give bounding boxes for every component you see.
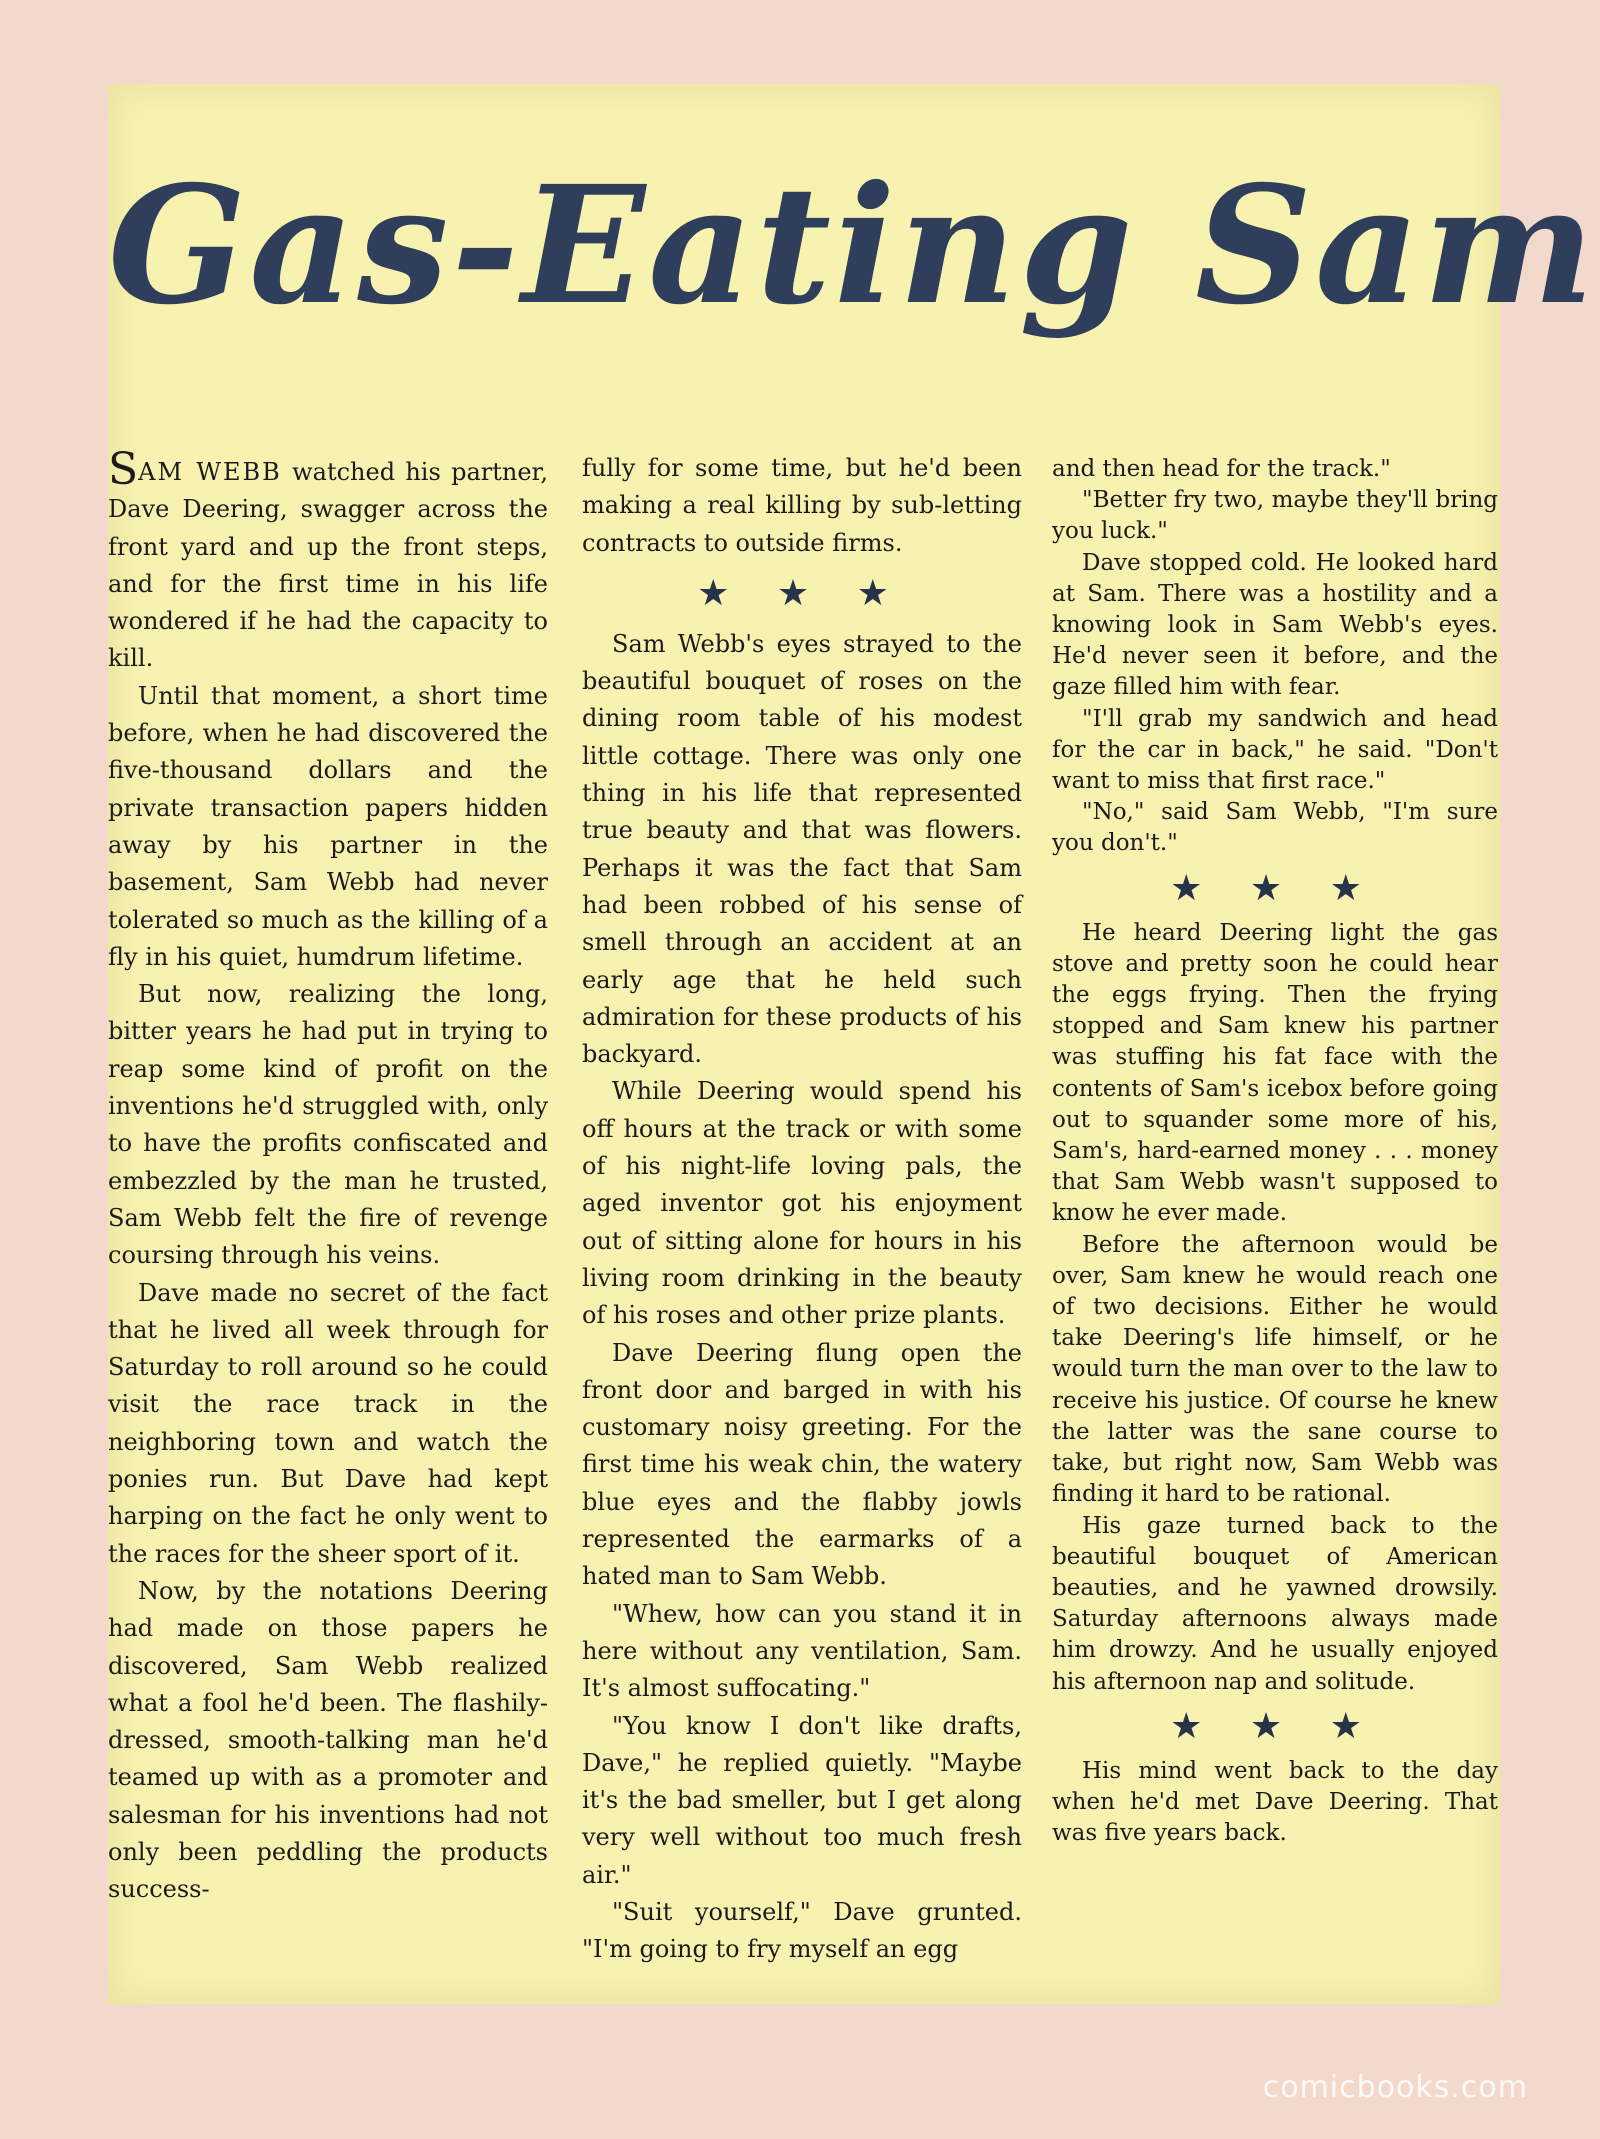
paragraph: But now, realizing the long, bitter years he had put in trying to reap some kind of profit on the inventions he'd struggled with, only to have the profits confiscated and embezzled by the man he trusted, Sam Webb felt the fire of revenge coursing through his veins. (108, 980, 548, 1270)
paragraph: He heard Deering light the gas stove and pretty soon he could hear the eggs frying. Then the frying stopped and Sam knew his partner was stuffing his fat face with the contents of Sam's icebox before going out to squander some more of his, Sam's, hard-earned money . . . money that Sam Webb wasn't supposed to know he ever made. (1052, 919, 1498, 1227)
paragraph: and then head for the track." (1052, 456, 1391, 482)
text-column-1 (108, 444, 548, 1909)
paragraph: fully for some time, but he'd been making a real killing by sub-letting contracts to outside firms. (582, 454, 1022, 557)
paragraph: Sam Webb's eyes strayed to the beautiful bouquet of roses on the dining room table of his modest little cottage. There was only one thing in his life that represented true beauty and that was flowers. Perhaps it was the fact that Sam had been robbed of his sense of smell through an accident at an early age that he held such admiration for these products of his backyard. (582, 629, 1022, 1069)
text-column-2 (582, 450, 1022, 1969)
story-page (108, 84, 1598, 2004)
paragraph: Dave made no secret of the fact that he lived all week through for Saturday to roll around so he could visit the race track in the neighboring town and watch the ponies run. But Dave had kept harping on the fact he only went to the races for the sheer sport of it. (108, 1278, 548, 1568)
story-title: Gas-Eating Sam (108, 151, 1598, 341)
star-divider: ★ ★ ★ (1170, 867, 1380, 909)
paragraph: Dave stopped cold. He looked hard at Sam. There was a hostility and a knowing look in Sam Webb's eyes. He'd never seen it before, and the gaze filled him with fear. (1052, 549, 1498, 701)
paragraph: Now, by the notations Deering had made on those papers he discovered, Sam Webb realized what a fool he'd been. The flashily-dressed, smooth-talking man he'd teamed up with as a promoter and salesman for his inventions had not only been peddling the products success- (108, 1576, 548, 1904)
star-divider: ★ ★ ★ (1170, 1705, 1380, 1747)
paragraph: His mind went back to the day when he'd met Dave Deering. That was five years back. (1052, 1757, 1498, 1847)
paragraph: Until that moment, a short time before, when he had discovered the five-thousand dollars and the private transaction papers hidden away by his partner in the basement, Sam Webb had never tolerated so much as the killing of a fly in his quiet, humdrum lifetime. (108, 681, 548, 971)
text-column-3 (1052, 454, 1498, 1849)
star-divider: ★ ★ ★ (697, 572, 907, 614)
paragraph: His gaze turned back to the beautiful bouquet of American beauties, and he yawned drowsily. Saturday afternoons always made him drowzy. And he usually enjoyed his afternoon nap and solitude. (1052, 1512, 1498, 1695)
drop-cap: S (108, 444, 139, 495)
paragraph: Before the afternoon would be over, Sam knew he would reach one of two decisions. Either he would take Deering's life himself, or he would turn the man over to the law to receive his justice. Of course he knew the latter was the sane course to take, but right now, Sam Webb was finding it hard to be rational. (1052, 1231, 1498, 1508)
paragraph: "Suit yourself," Dave grunted. "I'm going to fry myself an egg (582, 1897, 1022, 1964)
paragraph: "You know I don't like drafts, Dave," he replied quietly. "Maybe it's the bad smeller, but I get along very well without too much fresh air." (582, 1711, 1022, 1889)
paragraph: "Better fry two, maybe they'll bring you luck." (1052, 487, 1498, 545)
paragraph: Dave Deering flung open the front door and barged in with his customary noisy greeting. For the first time his weak chin, the watery blue eyes and the flabby jowls represented the earmarks of a hated man to Sam Webb. (582, 1338, 1022, 1591)
lead-caps: AM WEBB (138, 458, 282, 486)
watermark: comicbooks.com (1262, 2070, 1528, 2105)
paragraph (108, 444, 548, 678)
paragraph: While Deering would spend his off hours at the track or with some of his night-life loving pals, the aged inventor got his enjoyment out of sitting alone for hours in his living room drinking in the beauty of his roses and other prize plants. (582, 1077, 1022, 1330)
paragraph: "Whew, how can you stand it in here without any ventilation, Sam. It's almost suffocating." (582, 1599, 1022, 1703)
paragraph: "No," said Sam Webb, "I'm sure you don't." (1052, 799, 1498, 857)
paragraph: "I'll grab my sandwich and head for the car in back," he said. "Don't want to miss that first race." (1052, 705, 1498, 795)
paragraph-text: watched his partner, Dave Deering, swagger across the front yard and up the front steps, and for the first time in his life wondered if he had the capacity to kill. (108, 458, 548, 673)
